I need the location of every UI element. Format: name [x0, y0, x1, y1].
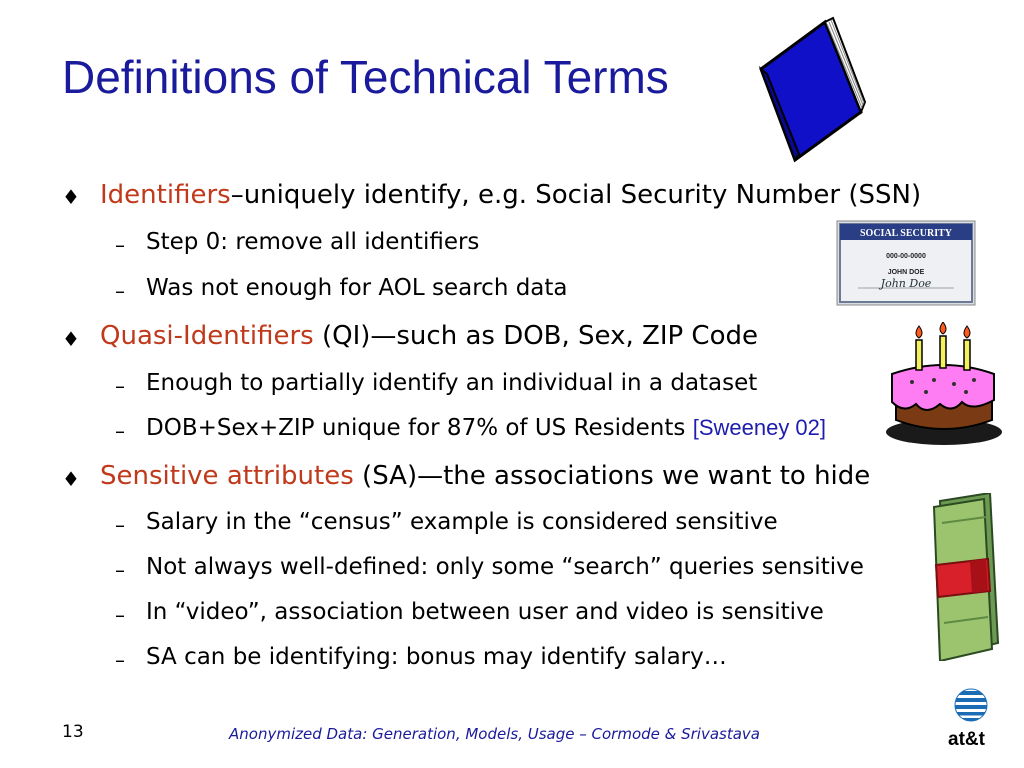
subitem-partially-identify: Enough to partially identify an individual in a dataset — [146, 370, 758, 396]
subitem-video: In “video”, association between user and video is sensitive — [146, 599, 824, 625]
dash-3-4: – — [115, 648, 125, 672]
bullet-2-diamond: ♦ — [62, 327, 80, 351]
term-quasi-identifiers: Quasi-Identifiers — [100, 321, 314, 351]
dash-3-2: – — [115, 558, 125, 582]
subitem-not-well-defined: Not always well-defined: only some “search” queries sensitive — [146, 554, 864, 580]
dash-2-1: – — [115, 374, 125, 398]
money-stack-icon — [930, 493, 1002, 661]
subitem-aol: Was not enough for AOL search data — [146, 275, 568, 301]
dash-1-2: – — [115, 279, 125, 303]
slide-title: Definitions of Technical Terms — [62, 51, 669, 103]
bullet-1-diamond: ♦ — [62, 185, 80, 209]
ssn-card-name: JOHN DOE — [887, 269, 925, 276]
bullet-sensitive-attributes — [100, 461, 870, 491]
ssn-card-number: 000-00-0000 — [886, 253, 926, 260]
subitem-salary-census: Salary in the “census” example is considered sensitive — [146, 509, 778, 535]
dash-3-3: – — [115, 603, 125, 627]
term-sensitive-attributes: Sensitive attributes — [100, 461, 354, 491]
citation-sweeney: [Sweeney 02] — [692, 415, 827, 440]
dob-sex-zip-text: DOB+Sex+ZIP unique for 87% of US Residents — [146, 415, 693, 441]
quasi-identifiers-description: (QI)—such as DOB, Sex, ZIP Code — [313, 321, 758, 351]
social-security-card-image — [836, 220, 976, 306]
subitem-step0: Step 0: remove all identifiers — [146, 229, 480, 255]
subitem-bonus: SA can be identifying: bonus may identify salary… — [146, 644, 727, 670]
book-icon — [755, 14, 867, 164]
att-logo-text: at&t — [948, 729, 985, 750]
subitem-dob-sex-zip — [146, 415, 826, 441]
bullet-3-diamond: ♦ — [62, 467, 80, 491]
ssn-card-signature: John Doe — [880, 277, 932, 290]
dash-2-2: – — [115, 419, 125, 443]
ssn-card-header: SOCIAL SECURITY — [860, 228, 952, 239]
bullet-identifiers — [100, 180, 921, 210]
birthday-cake-icon — [882, 322, 1006, 450]
att-globe-icon — [954, 688, 988, 722]
bullet-quasi-identifiers — [100, 321, 758, 351]
dash-1-1: – — [115, 233, 125, 257]
slide-number: 13 — [62, 722, 84, 742]
identifiers-description: –uniquely identify, e.g. Social Security Number (SSN) — [230, 180, 922, 210]
dash-3-1: – — [115, 513, 125, 537]
sensitive-attributes-description: (SA)—the associations we want to hide — [353, 461, 871, 491]
term-identifiers: Identifiers — [100, 180, 231, 210]
footer-text: Anonymized Data: Generation, Models, Usage – Cormode & Srivastava — [229, 725, 760, 743]
